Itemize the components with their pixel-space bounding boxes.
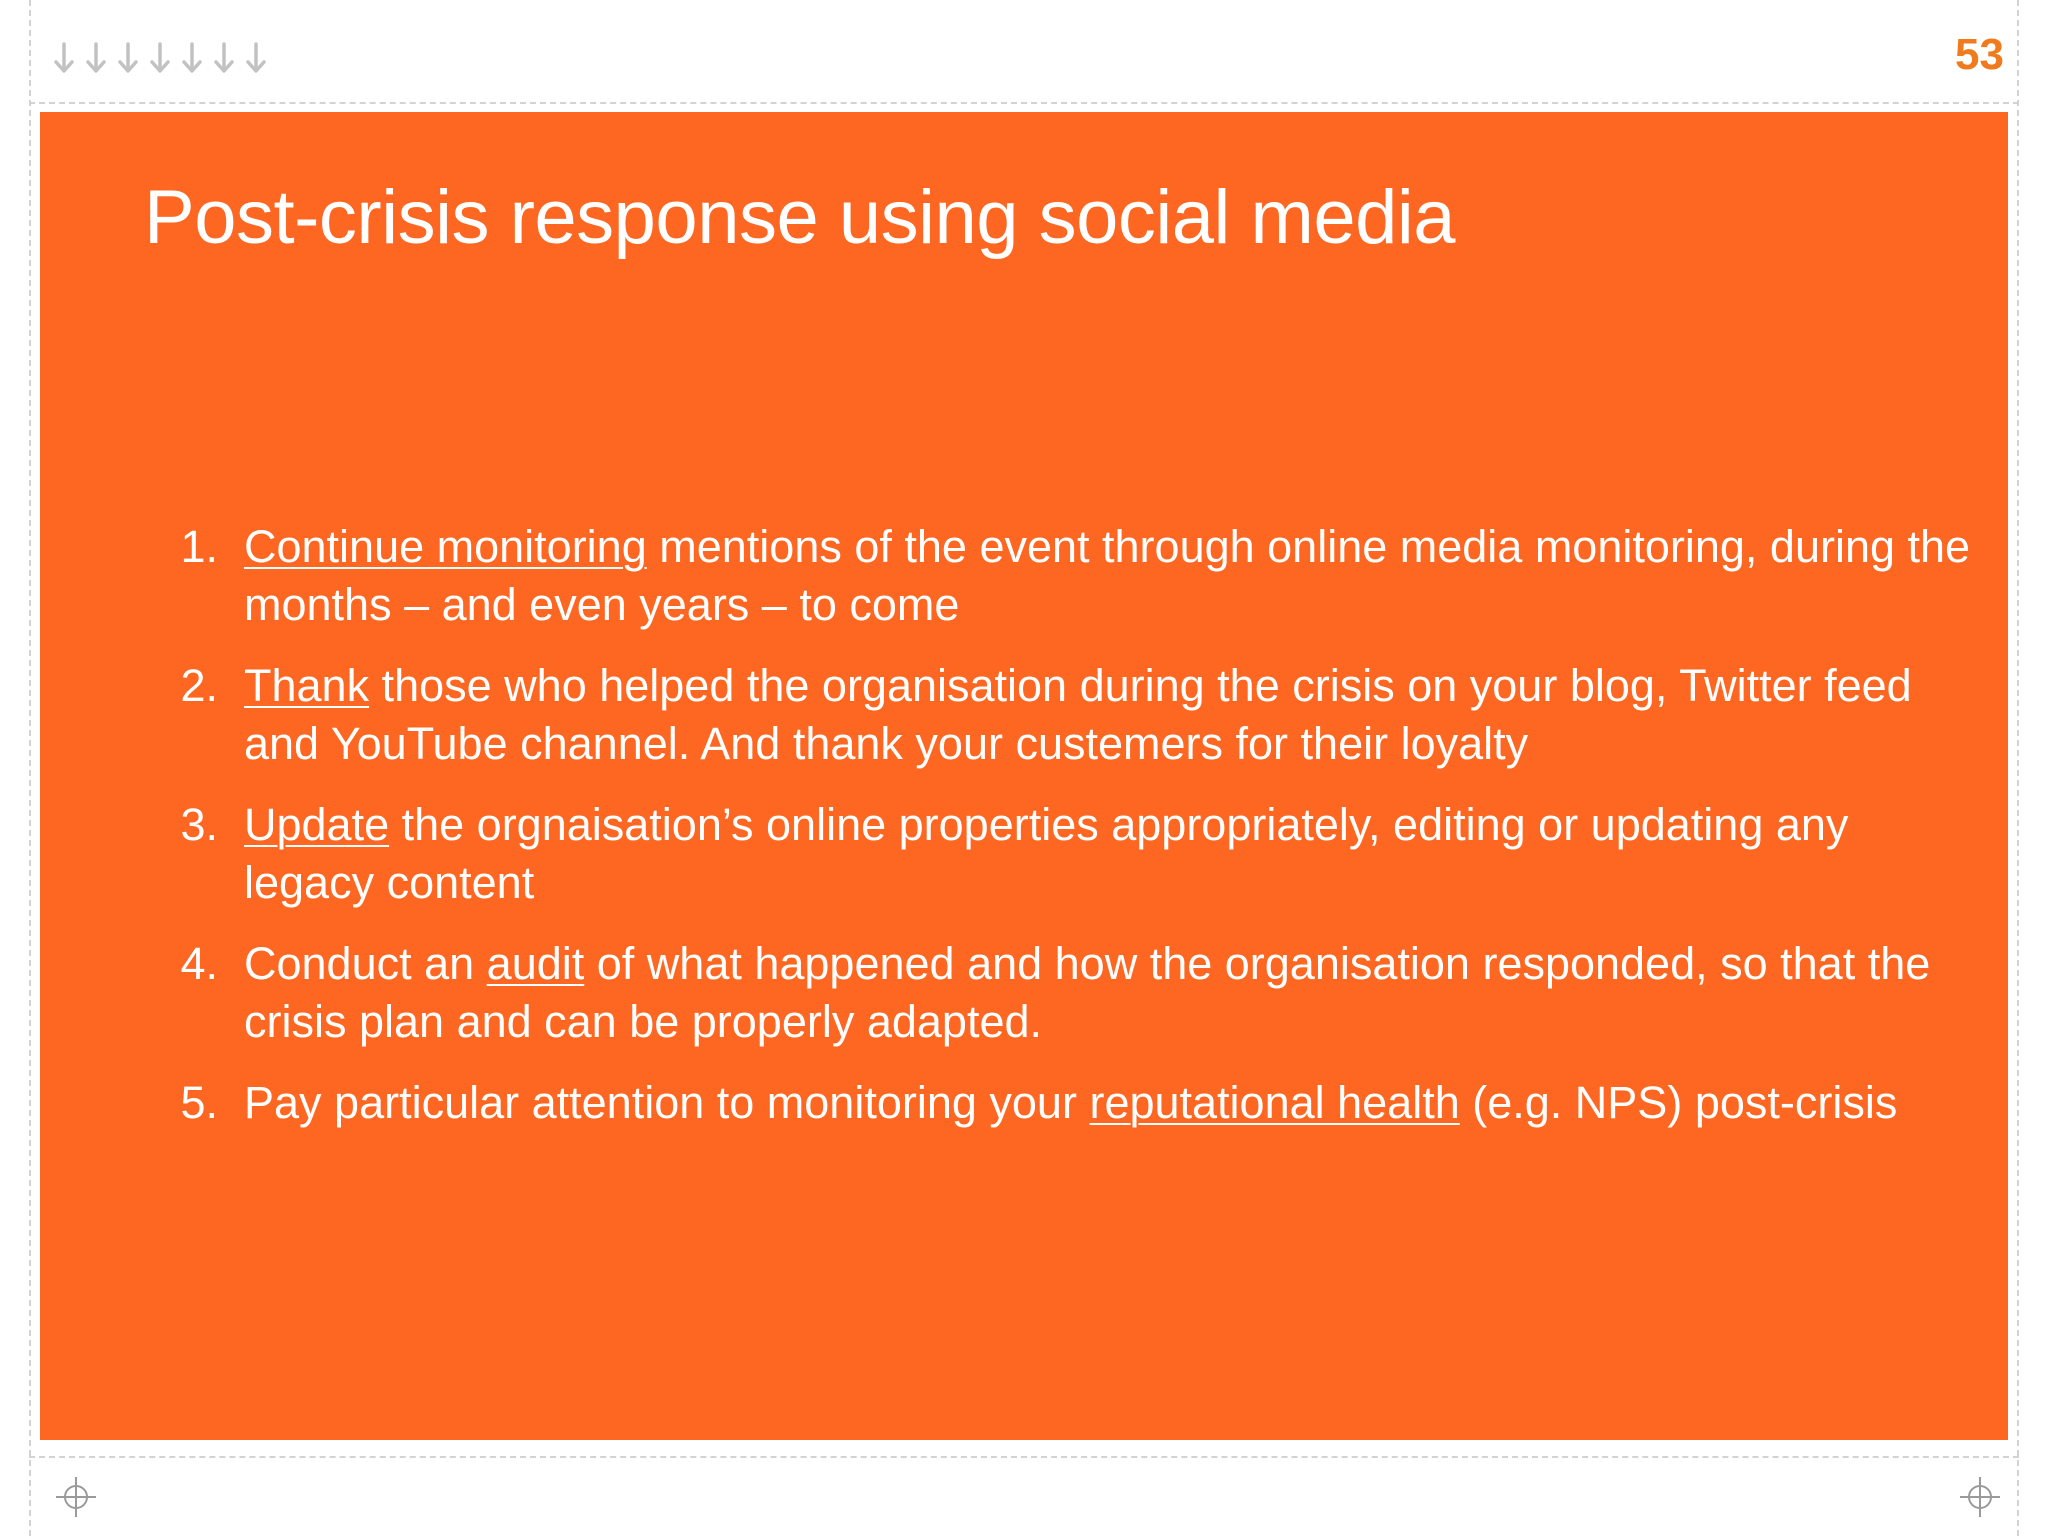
arrow-down-icon[interactable]	[240, 38, 272, 78]
arrow-down-icon[interactable]	[208, 38, 240, 78]
list-item-body: (e.g. NPS) post-crisis	[1459, 1077, 1898, 1128]
list-item-number: 4.	[180, 938, 218, 989]
list-item	[138, 1074, 1978, 1132]
list-item-body: those who helped the organisation during the crisis on your blog, Twitter feed and YouTube channel. And thank your custemers for their loyalty	[244, 660, 1912, 769]
arrow-down-icon[interactable]	[144, 38, 176, 78]
crosshair-icon	[1958, 1475, 2002, 1519]
list-item-text	[244, 660, 1912, 769]
arrow-down-icon[interactable]	[112, 38, 144, 78]
guide-line-bottom	[29, 1456, 2019, 1458]
list-item-text	[244, 799, 1848, 908]
list-item-number: 3.	[180, 799, 218, 850]
list-item-text	[244, 521, 1970, 630]
list-item	[138, 796, 1978, 912]
list-item-link[interactable]: audit	[486, 938, 585, 989]
page-number: 53	[1955, 30, 2004, 79]
list-item-body: the orgnaisation’s online properties appropriately, editing or updating any legacy content	[244, 799, 1849, 908]
slide-title: Post-crisis response using social media	[144, 175, 1456, 260]
list-item-number: 5.	[180, 1077, 218, 1128]
list-item-body: Conduct an	[244, 938, 487, 989]
bullet-list	[138, 518, 1978, 1155]
slide	[40, 112, 2008, 1440]
list-item-link[interactable]: Continue monitoring	[244, 521, 647, 572]
list-item-link[interactable]: reputational health	[1089, 1077, 1460, 1128]
arrow-down-icon[interactable]	[48, 38, 80, 78]
guide-line-left	[29, 0, 31, 1536]
arrow-down-icon[interactable]	[80, 38, 112, 78]
guide-line-top	[29, 102, 2019, 104]
list-item-body: Pay particular attention to monitoring your	[244, 1077, 1090, 1128]
list-item-text	[244, 938, 1930, 1047]
list-item-body: mentions of the event through online media monitoring, during the months – and even years – to come	[244, 521, 1971, 630]
list-item-text	[244, 1077, 1897, 1128]
list-item-number: 1.	[180, 521, 218, 572]
list-item-body: of what happened and how the organisation responded, so that the crisis plan and can be properly adapted.	[244, 938, 1931, 1047]
navigation-arrows	[48, 38, 272, 78]
list-item	[138, 657, 1978, 773]
list-item-number: 2.	[180, 660, 218, 711]
list-item	[138, 518, 1978, 634]
list-item-link[interactable]: Thank	[244, 660, 370, 711]
arrow-down-icon[interactable]	[176, 38, 208, 78]
guide-line-right	[2017, 0, 2019, 1536]
list-item-link[interactable]: Update	[244, 799, 390, 850]
crosshair-icon	[54, 1475, 98, 1519]
list-item	[138, 935, 1978, 1051]
